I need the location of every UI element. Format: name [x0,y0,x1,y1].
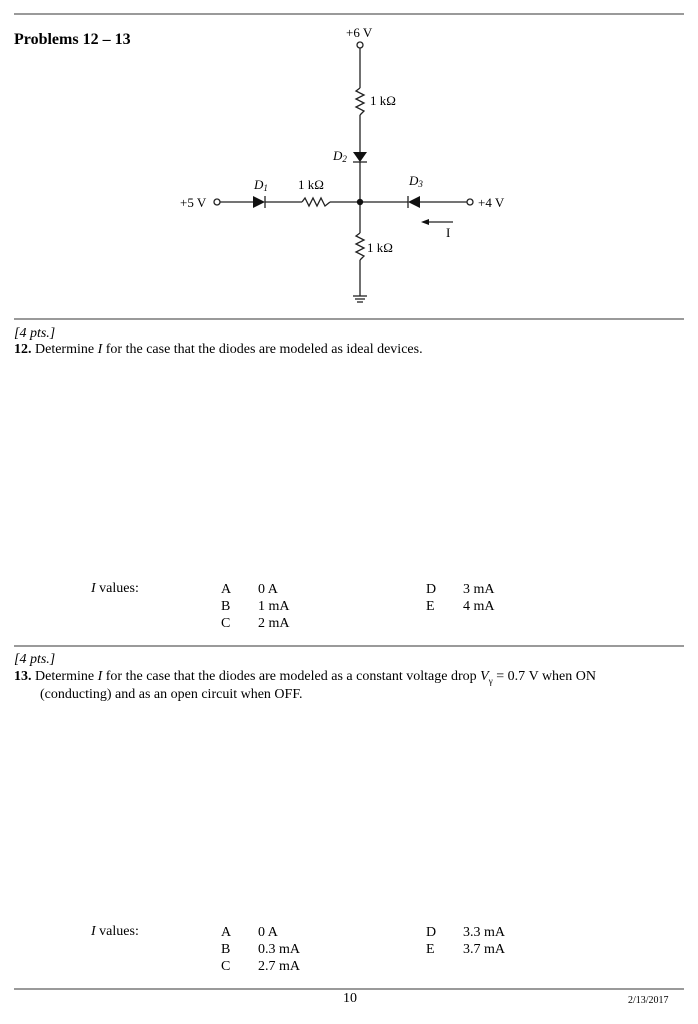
answer-options-left: A 0 A B 1 mA C 2 mA [221,582,290,631]
answer-options-right: D 3 mA E 4 mA [426,582,495,614]
label-current: I [446,225,451,240]
page-title: Problems 12 – 13 [14,31,131,48]
question-12: 12. Determine I for the case that the diodes are modeled as ideal devices. [14,342,423,357]
svg-text:D3: D3 [409,173,423,189]
resistor-left [302,198,330,206]
circuit-diagram [0,0,698,320]
current-arrow [421,219,429,225]
page-number: 10 [343,991,357,1006]
label-v-right: +4 V [478,195,505,210]
label-v-top: +6 V [346,25,373,40]
terminal-top [357,42,363,48]
terminal-right [467,199,473,205]
svg-text:D2: D2 [333,148,347,164]
label-r-left: 1 kΩ [298,177,324,192]
question-13-line2: (conducting) and as an open circuit when OFF. [40,687,303,702]
question-13: 13. Determine I for the case that the diodes are modeled as a constant voltage drop $V_\gamma = 0.7$ V when ON [14,669,596,686]
footer-date: 2/13/2017 [628,995,669,1006]
divider [14,988,684,990]
points-label: [4 pts.] [14,326,56,341]
diode-d3 [408,196,420,208]
label-r-top: 1 kΩ [370,93,396,108]
diode-d1 [253,196,265,208]
resistor-bottom [356,233,364,260]
points-label: [4 pts.] [14,652,56,667]
answer-options-right: D 3.3 mA E 3.7 mA [426,925,505,957]
diode-d2 [353,152,367,162]
svg-text:D1: D1 [254,177,268,193]
answer-label: I values: [91,581,139,596]
divider [14,645,684,647]
label-r-bottom: 1 kΩ [367,240,393,255]
divider [14,318,684,320]
answer-label: I values: [91,924,139,939]
node [357,199,363,205]
resistor-top [356,88,364,115]
label-v-left: +5 V [180,195,207,210]
terminal-left [214,199,220,205]
answer-options-left: A 0 A B 0.3 mA C 2.7 mA [221,925,300,974]
